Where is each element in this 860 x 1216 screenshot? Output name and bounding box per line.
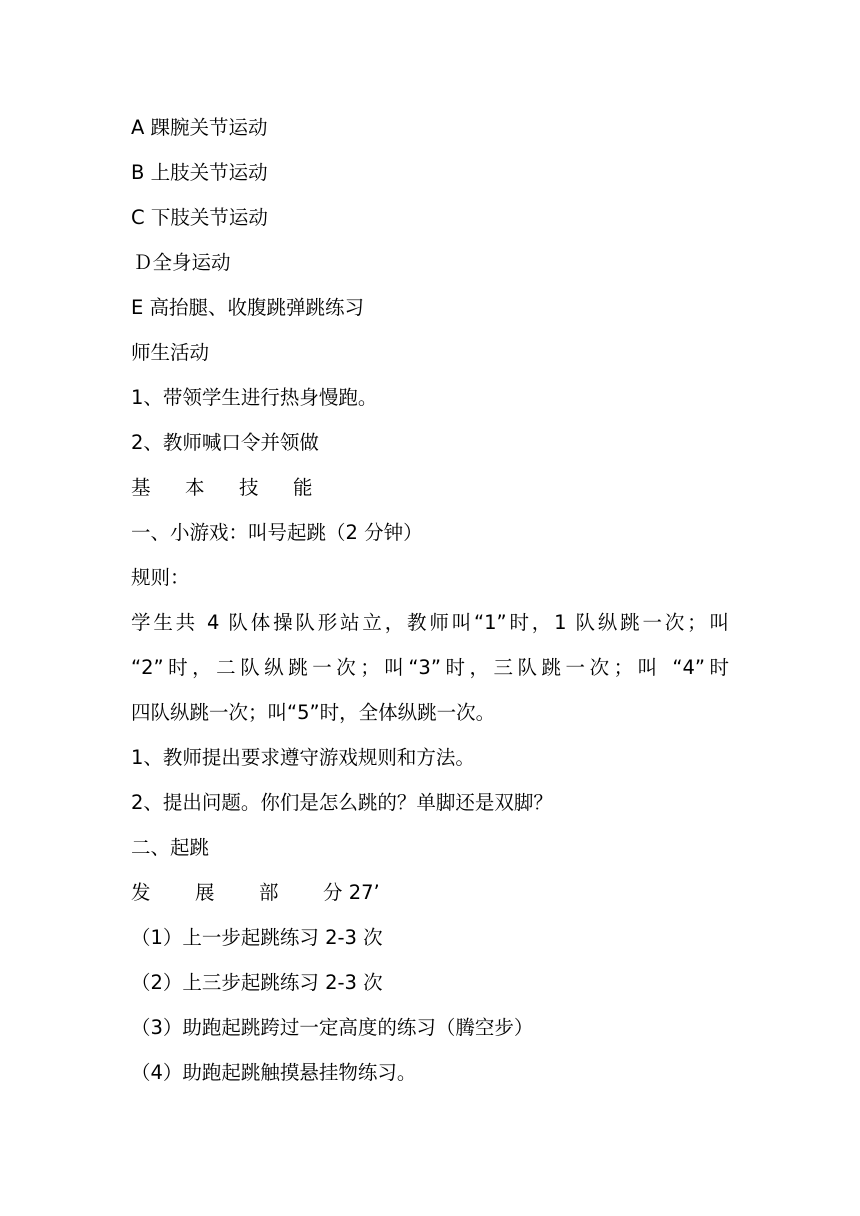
heading-char: 发 <box>131 881 151 904</box>
text-line: 2、教师喊口令并领做 <box>131 431 319 454</box>
text-line: E 高抬腿、收腹跳弹跳练习 <box>131 296 365 319</box>
heading-char: 基 <box>131 476 151 499</box>
heading-char: 分 27’ <box>323 881 380 904</box>
practice-item: （2）上三步起跳练习 2-3 次 <box>131 971 383 994</box>
text-line: 2、提出问题。你们是怎么跳的？单脚还是双脚？ <box>131 791 553 814</box>
heading-char: 技 <box>239 476 259 499</box>
heading-char: 能 <box>293 476 313 499</box>
text-line: 规则： <box>131 566 190 589</box>
practice-item: （3）助跑起跳跨过一定高度的练习（腾空步） <box>131 1016 534 1039</box>
rule-paragraph-line: 学生共 4 队体操队形站立，教师叫“1”时，1 队纵跳一次；叫 <box>131 611 729 634</box>
heading-char: 部 <box>259 881 279 904</box>
text-line: 1、教师提出要求遵守游戏规则和方法。 <box>131 746 475 769</box>
practice-item: （1）上一步起跳练习 2-3 次 <box>131 926 383 949</box>
section-heading-basic-skills <box>131 475 731 501</box>
heading-char: 展 <box>195 881 215 904</box>
rule-paragraph-line: “2”时，二队纵跳一次；叫“3”时，三队跳一次；叫 “4”时 <box>131 656 729 679</box>
rule-paragraph-line: 四队纵跳一次；叫“5”时，全体纵跳一次。 <box>131 701 496 724</box>
text-line: C 下肢关节运动 <box>131 206 268 229</box>
text-line: B 上肢关节运动 <box>131 161 268 184</box>
text-line: 师生活动 <box>131 341 210 364</box>
text-line: A 踝腕关节运动 <box>131 116 268 139</box>
practice-item: （4）助跑起跳触摸悬挂物练习。 <box>131 1061 417 1084</box>
text-line: 一、小游戏：叫号起跳（2 分钟） <box>131 521 423 544</box>
text-line: 1、带领学生进行热身慢跑。 <box>131 386 378 409</box>
heading-char: 本 <box>185 476 205 499</box>
text-line: Ｄ全身运动 <box>133 251 231 274</box>
text-line: 二、起跳 <box>131 836 210 859</box>
section-heading-development <box>131 880 731 906</box>
